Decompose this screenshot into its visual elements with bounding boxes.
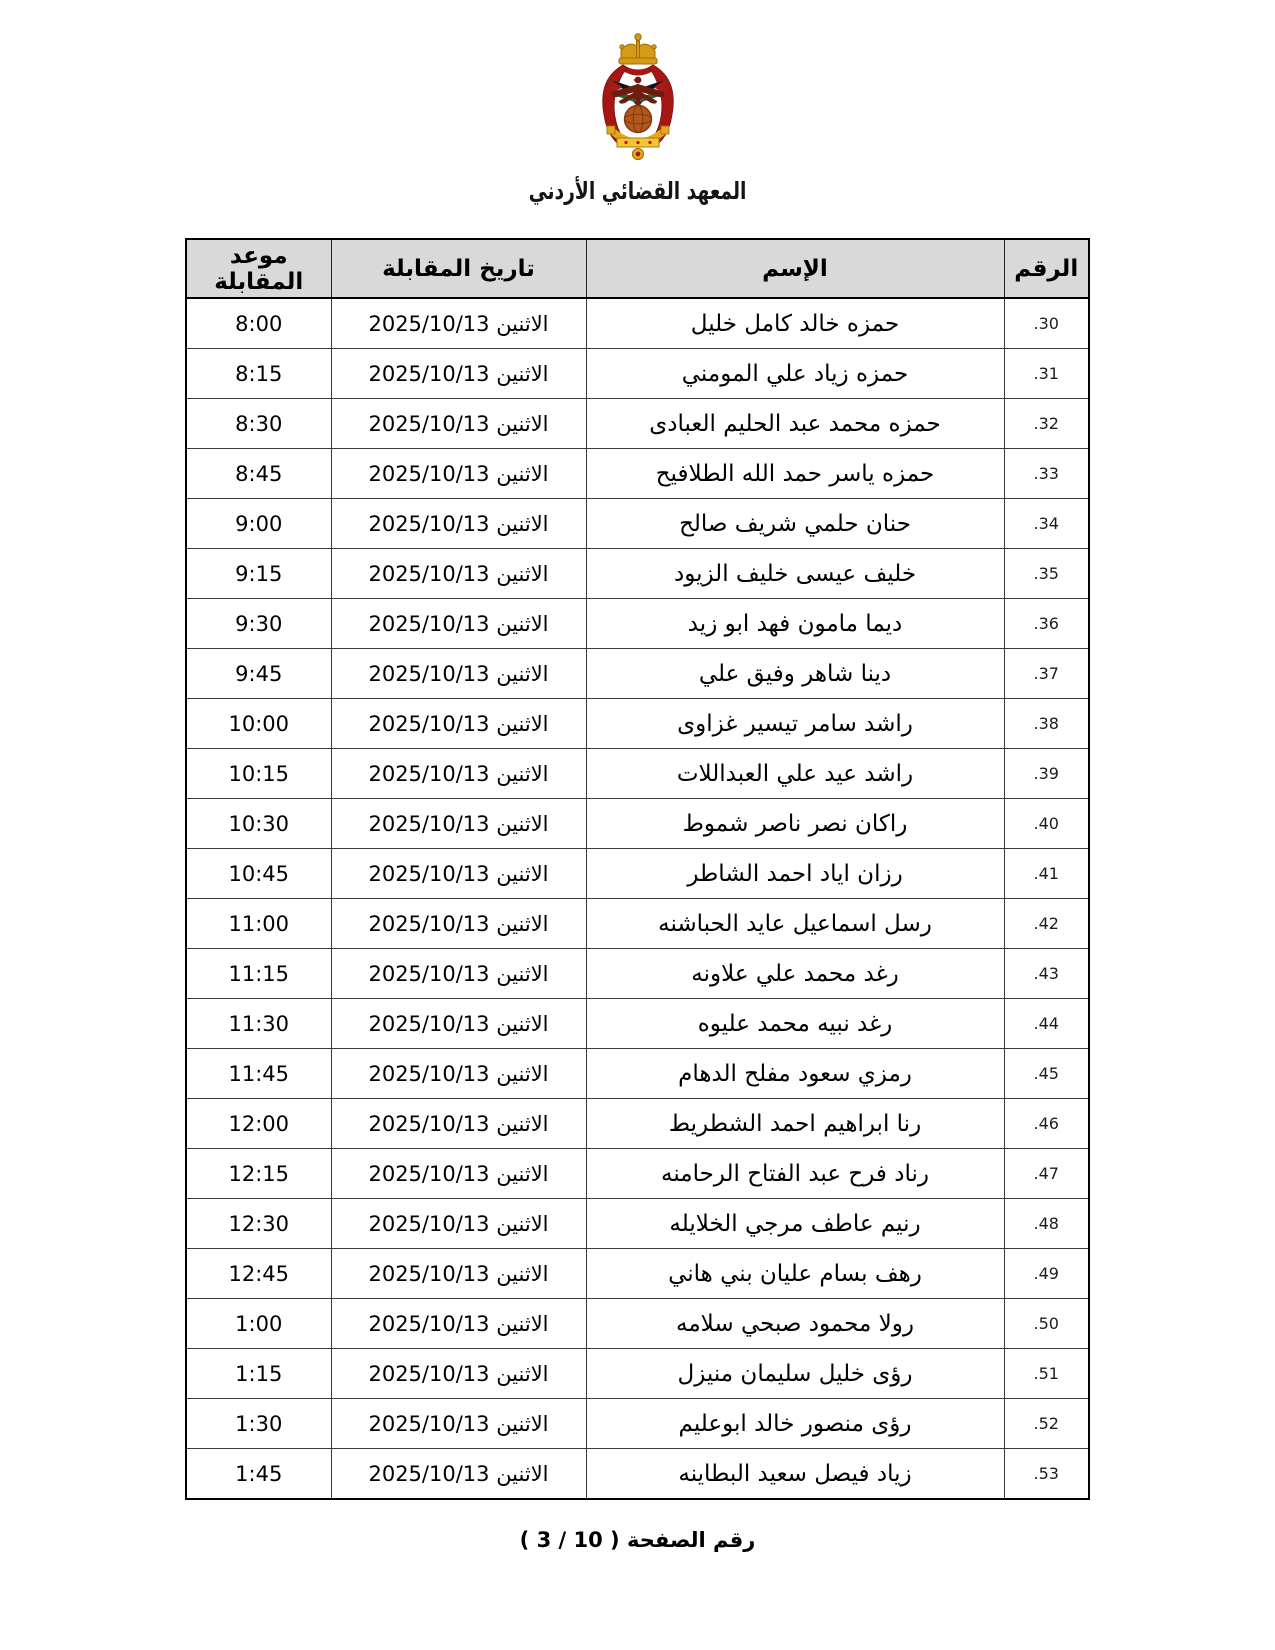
cell-candidate-name: رغد نبيه محمد عليوه bbox=[586, 999, 1004, 1049]
cell-interview-time: 10:15 bbox=[186, 749, 331, 799]
cell-interview-date: الاثنين 2025/10/13 bbox=[331, 1049, 586, 1099]
cell-interview-date: الاثنين 2025/10/13 bbox=[331, 899, 586, 949]
cell-row-number: 33. bbox=[1004, 449, 1089, 499]
cell-interview-time: 11:15 bbox=[186, 949, 331, 999]
cell-interview-time: 8:30 bbox=[186, 399, 331, 449]
cell-interview-date: الاثنين 2025/10/13 bbox=[331, 549, 586, 599]
schedule-table-body bbox=[186, 298, 1089, 1499]
cell-candidate-name: رسل اسماعيل عايد الحباشنه bbox=[586, 899, 1004, 949]
cell-candidate-name: رؤى خليل سليمان منيزل bbox=[586, 1349, 1004, 1399]
institute-name-calligraphy: المعهد القضائي الأردني bbox=[528, 177, 747, 205]
table-row bbox=[186, 449, 1089, 499]
cell-interview-time: 12:15 bbox=[186, 1149, 331, 1199]
cell-candidate-name: رولا محمود صبحي سلامه bbox=[586, 1299, 1004, 1349]
interview-schedule-table bbox=[185, 238, 1090, 1500]
column-header-name: الإسم bbox=[586, 239, 1004, 298]
table-row bbox=[186, 1049, 1089, 1099]
cell-interview-date: الاثنين 2025/10/13 bbox=[331, 399, 586, 449]
cell-interview-date: الاثنين 2025/10/13 bbox=[331, 949, 586, 999]
cell-row-number: 42. bbox=[1004, 899, 1089, 949]
table-row bbox=[186, 1449, 1089, 1500]
cell-candidate-name: رنا ابراهيم احمد الشطريط bbox=[586, 1099, 1004, 1149]
cell-interview-time: 10:00 bbox=[186, 699, 331, 749]
cell-interview-time: 8:45 bbox=[186, 449, 331, 499]
cell-candidate-name: رغد محمد علي علاونه bbox=[586, 949, 1004, 999]
cell-candidate-name: حمزه زياد علي المومني bbox=[586, 349, 1004, 399]
cell-interview-time: 11:45 bbox=[186, 1049, 331, 1099]
column-header-date: تاريخ المقابلة bbox=[331, 239, 586, 298]
cell-interview-time: 1:15 bbox=[186, 1349, 331, 1399]
cell-row-number: 31. bbox=[1004, 349, 1089, 399]
cell-row-number: 46. bbox=[1004, 1099, 1089, 1149]
cell-interview-time: 1:45 bbox=[186, 1449, 331, 1500]
cell-candidate-name: خليف عيسى خليف الزيود bbox=[586, 549, 1004, 599]
cell-row-number: 48. bbox=[1004, 1199, 1089, 1249]
cell-interview-time: 1:00 bbox=[186, 1299, 331, 1349]
table-row bbox=[186, 1199, 1089, 1249]
cell-interview-time: 12:30 bbox=[186, 1199, 331, 1249]
table-row bbox=[186, 1149, 1089, 1199]
cell-candidate-name: حمزه ياسر حمد الله الطلافيح bbox=[586, 449, 1004, 499]
cell-interview-time: 12:45 bbox=[186, 1249, 331, 1299]
cell-interview-date: الاثنين 2025/10/13 bbox=[331, 349, 586, 399]
cell-candidate-name: حمزه محمد عبد الحليم العبادى bbox=[586, 399, 1004, 449]
cell-candidate-name: رزان اياد احمد الشاطر bbox=[586, 849, 1004, 899]
cell-candidate-name: رمزي سعود مفلح الدهام bbox=[586, 1049, 1004, 1099]
table-row bbox=[186, 649, 1089, 699]
cell-candidate-name: راشد عيد علي العبداللات bbox=[586, 749, 1004, 799]
cell-row-number: 30. bbox=[1004, 298, 1089, 349]
table-row bbox=[186, 549, 1089, 599]
cell-interview-time: 12:00 bbox=[186, 1099, 331, 1149]
table-row bbox=[186, 1299, 1089, 1349]
cell-interview-time: 10:45 bbox=[186, 849, 331, 899]
cell-candidate-name: حمزه خالد كامل خليل bbox=[586, 298, 1004, 349]
cell-interview-date: الاثنين 2025/10/13 bbox=[331, 1299, 586, 1349]
table-row bbox=[186, 1349, 1089, 1399]
cell-row-number: 43. bbox=[1004, 949, 1089, 999]
cell-candidate-name: راكان نصر ناصر شموط bbox=[586, 799, 1004, 849]
table-row bbox=[186, 298, 1089, 349]
cell-row-number: 44. bbox=[1004, 999, 1089, 1049]
column-header-number: الرقم bbox=[1004, 239, 1089, 298]
cell-row-number: 41. bbox=[1004, 849, 1089, 899]
table-header-row bbox=[186, 239, 1089, 298]
cell-row-number: 47. bbox=[1004, 1149, 1089, 1199]
cell-row-number: 51. bbox=[1004, 1349, 1089, 1399]
document-header bbox=[0, 0, 1275, 218]
page-number-label: رقم الصفحة ( 10 / 3 ) bbox=[519, 1528, 756, 1552]
table-row bbox=[186, 1099, 1089, 1149]
cell-interview-date: الاثنين 2025/10/13 bbox=[331, 849, 586, 899]
cell-row-number: 39. bbox=[1004, 749, 1089, 799]
cell-row-number: 32. bbox=[1004, 399, 1089, 449]
cell-candidate-name: رناد فرح عبد الفتاح الرحامنه bbox=[586, 1149, 1004, 1199]
cell-row-number: 52. bbox=[1004, 1399, 1089, 1449]
cell-row-number: 40. bbox=[1004, 799, 1089, 849]
table-row bbox=[186, 799, 1089, 849]
table-row bbox=[186, 999, 1089, 1049]
document-footer bbox=[0, 1528, 1275, 1552]
cell-interview-date: الاثنين 2025/10/13 bbox=[331, 1199, 586, 1249]
cell-interview-date: الاثنين 2025/10/13 bbox=[331, 298, 586, 349]
cell-interview-date: الاثنين 2025/10/13 bbox=[331, 499, 586, 549]
cell-interview-time: 9:45 bbox=[186, 649, 331, 699]
cell-row-number: 49. bbox=[1004, 1249, 1089, 1299]
cell-candidate-name: رؤى منصور خالد ابوعليم bbox=[586, 1399, 1004, 1449]
cell-interview-time: 8:00 bbox=[186, 298, 331, 349]
table-row bbox=[186, 699, 1089, 749]
cell-interview-date: الاثنين 2025/10/13 bbox=[331, 1249, 586, 1299]
column-header-time: موعد المقابلة bbox=[186, 239, 331, 298]
cell-interview-date: الاثنين 2025/10/13 bbox=[331, 699, 586, 749]
cell-interview-date: الاثنين 2025/10/13 bbox=[331, 999, 586, 1049]
cell-interview-time: 9:30 bbox=[186, 599, 331, 649]
cell-candidate-name: رنيم عاطف مرجي الخلايله bbox=[586, 1199, 1004, 1249]
table-row bbox=[186, 1399, 1089, 1449]
cell-candidate-name: دينا شاهر وفيق علي bbox=[586, 649, 1004, 699]
cell-interview-date: الاثنين 2025/10/13 bbox=[331, 1349, 586, 1399]
cell-candidate-name: زياد فيصل سعيد البطاينه bbox=[586, 1449, 1004, 1500]
cell-interview-date: الاثنين 2025/10/13 bbox=[331, 1399, 586, 1449]
cell-interview-time: 11:30 bbox=[186, 999, 331, 1049]
cell-row-number: 53. bbox=[1004, 1449, 1089, 1500]
table-row bbox=[186, 399, 1089, 449]
table-row bbox=[186, 849, 1089, 899]
table-row bbox=[186, 899, 1089, 949]
table-row bbox=[186, 349, 1089, 399]
cell-row-number: 38. bbox=[1004, 699, 1089, 749]
table-row bbox=[186, 499, 1089, 549]
cell-row-number: 45. bbox=[1004, 1049, 1089, 1099]
table-row bbox=[186, 949, 1089, 999]
cell-interview-time: 10:30 bbox=[186, 799, 331, 849]
cell-interview-date: الاثنين 2025/10/13 bbox=[331, 749, 586, 799]
cell-interview-time: 8:15 bbox=[186, 349, 331, 399]
cell-candidate-name: رهف بسام عليان بني هاني bbox=[586, 1249, 1004, 1299]
cell-interview-date: الاثنين 2025/10/13 bbox=[331, 649, 586, 699]
cell-interview-date: الاثنين 2025/10/13 bbox=[331, 449, 586, 499]
cell-interview-date: الاثنين 2025/10/13 bbox=[331, 599, 586, 649]
cell-interview-date: الاثنين 2025/10/13 bbox=[331, 1099, 586, 1149]
cell-row-number: 50. bbox=[1004, 1299, 1089, 1349]
cell-interview-time: 11:00 bbox=[186, 899, 331, 949]
table-row bbox=[186, 1249, 1089, 1299]
cell-candidate-name: ديما مامون فهد ابو زيد bbox=[586, 599, 1004, 649]
cell-interview-date: الاثنين 2025/10/13 bbox=[331, 1149, 586, 1199]
cell-interview-time: 9:15 bbox=[186, 549, 331, 599]
cell-row-number: 36. bbox=[1004, 599, 1089, 649]
table-row bbox=[186, 599, 1089, 649]
cell-row-number: 35. bbox=[1004, 549, 1089, 599]
cell-interview-time: 1:30 bbox=[186, 1399, 331, 1449]
cell-candidate-name: حنان حلمي شريف صالح bbox=[586, 499, 1004, 549]
cell-interview-time: 9:00 bbox=[186, 499, 331, 549]
cell-row-number: 34. bbox=[1004, 499, 1089, 549]
cell-candidate-name: راشد سامر تيسير غزاوى bbox=[586, 699, 1004, 749]
jordan-coat-of-arms-icon bbox=[577, 30, 699, 162]
table-row bbox=[186, 749, 1089, 799]
cell-interview-date: الاثنين 2025/10/13 bbox=[331, 1449, 586, 1500]
cell-row-number: 37. bbox=[1004, 649, 1089, 699]
cell-interview-date: الاثنين 2025/10/13 bbox=[331, 799, 586, 849]
